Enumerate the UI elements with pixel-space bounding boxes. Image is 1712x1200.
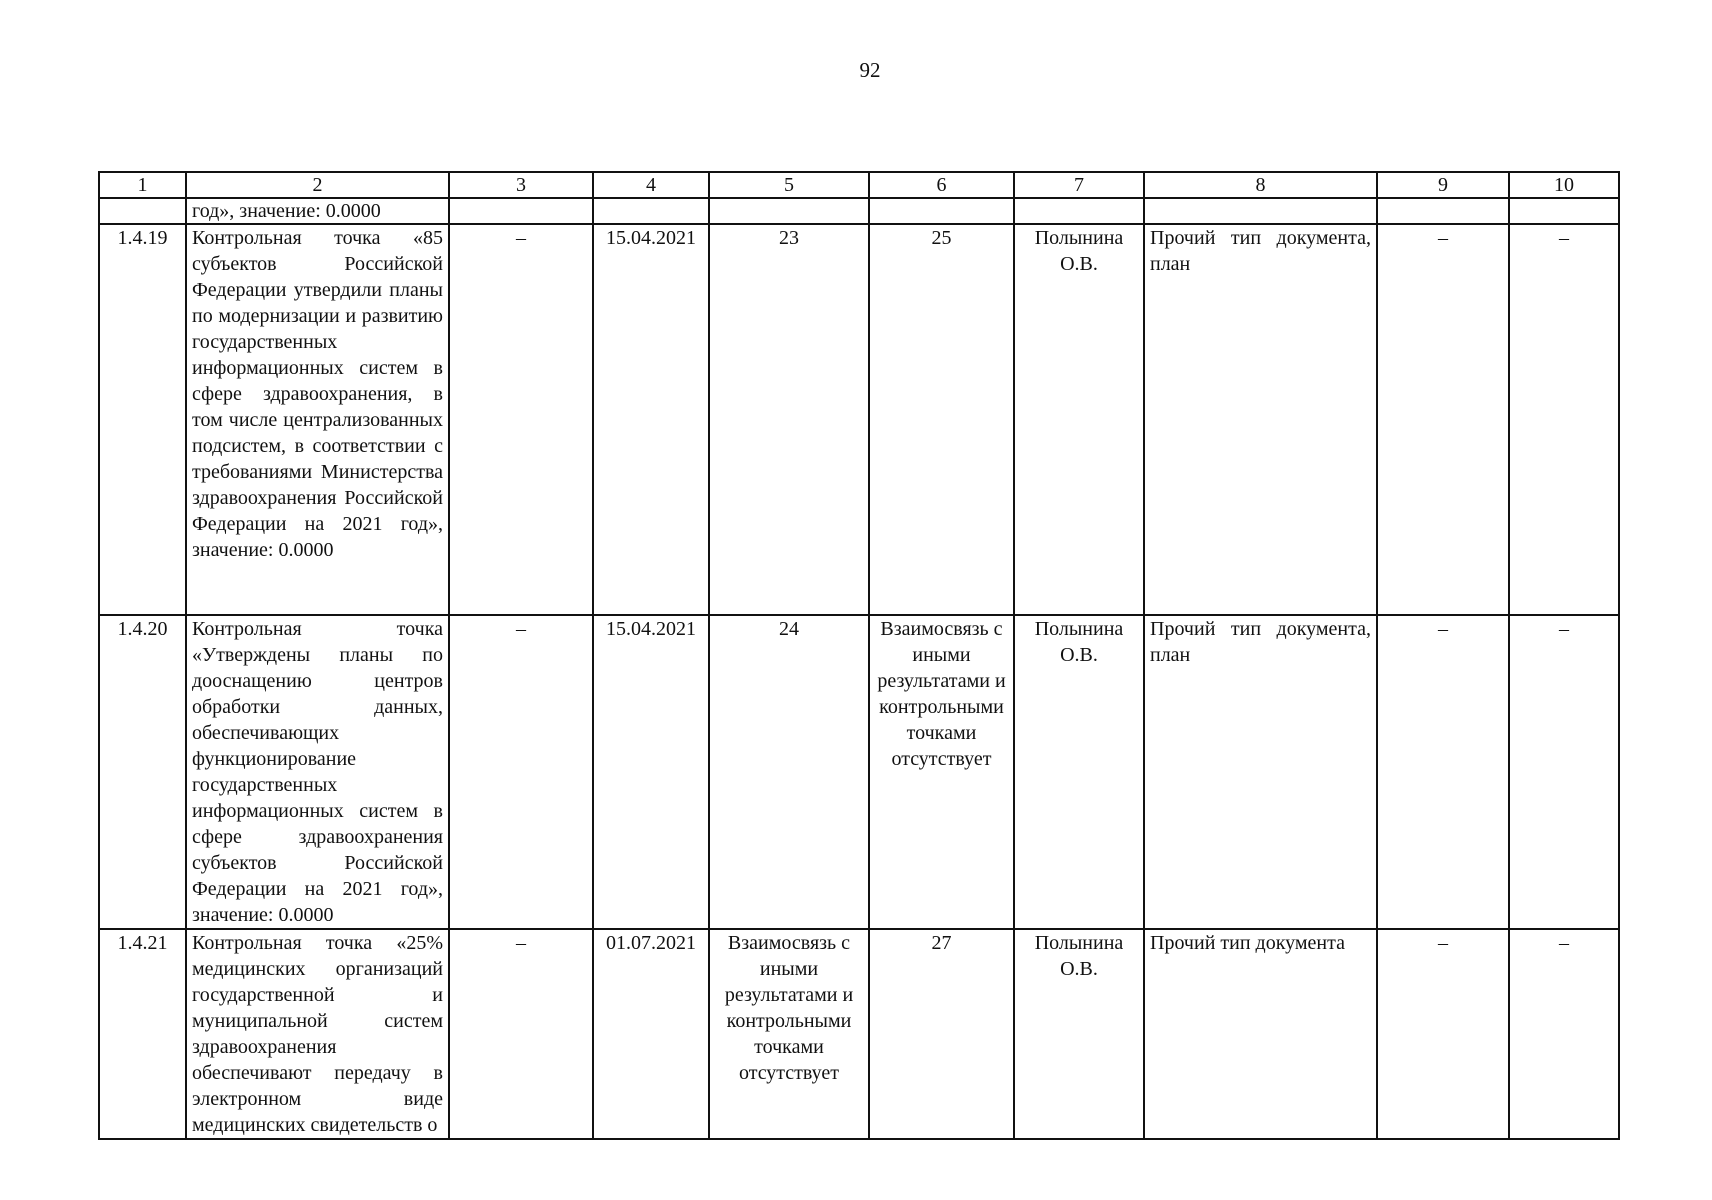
item-description: Контрольная точка «85 субъектов Российской Федерации утвердили планы по модернизации и развитию государственных информационных систем в сфере здравоохранения, в том числе централизованных подсистем, в соответствии с требованиями Министерства здравоохранения Российской Федерации на 2021 год», значение: 0.0000 <box>186 224 449 615</box>
item-col3: – <box>449 929 593 1139</box>
column-number-row <box>99 172 1619 198</box>
column-header: 6 <box>869 172 1014 198</box>
continuation-text: год», значение: 0.0000 <box>186 198 449 224</box>
page-number: 92 <box>859 58 881 82</box>
item-col9: – <box>1377 615 1509 929</box>
column-header: 4 <box>593 172 709 198</box>
item-responsible: Полынина О.В. <box>1014 224 1144 615</box>
item-col6: 25 <box>869 224 1014 615</box>
table-cell <box>99 198 186 224</box>
item-col5: 23 <box>709 224 869 615</box>
table-cell <box>1014 198 1144 224</box>
table-cell <box>1509 198 1619 224</box>
item-col9: – <box>1377 224 1509 615</box>
column-header: 7 <box>1014 172 1144 198</box>
table-cell <box>1144 198 1377 224</box>
item-col3: – <box>449 615 593 929</box>
item-col5: 24 <box>709 615 869 929</box>
item-col6: Взаимосвязь с иными результатами и контрольными точками отсутствует <box>869 615 1014 929</box>
item-doc-type: Прочий тип документа <box>1144 929 1377 1139</box>
item-date: 01.07.2021 <box>593 929 709 1139</box>
item-doc-type: Прочий тип документа, план <box>1144 615 1377 929</box>
item-responsible: Полынина О.В. <box>1014 929 1144 1139</box>
table-cell <box>709 198 869 224</box>
column-header: 3 <box>449 172 593 198</box>
item-responsible: Полынина О.В. <box>1014 615 1144 929</box>
document-table <box>98 171 1620 1140</box>
table-cell <box>593 198 709 224</box>
item-number: 1.4.19 <box>99 224 186 615</box>
item-col10: – <box>1509 224 1619 615</box>
continuation-row <box>99 198 1619 224</box>
table-row <box>99 929 1619 1139</box>
item-description: Контрольная точка «25% медицинских организаций государственной и муниципальной систем здравоохранения обеспечивают передачу в электронном виде медицинских свидетельств о <box>186 929 449 1139</box>
item-col6: 27 <box>869 929 1014 1139</box>
column-header: 5 <box>709 172 869 198</box>
column-header: 10 <box>1509 172 1619 198</box>
column-header: 1 <box>99 172 186 198</box>
table-cell <box>449 198 593 224</box>
table-row <box>99 224 1619 615</box>
table-row <box>99 615 1619 929</box>
column-header: 8 <box>1144 172 1377 198</box>
item-doc-type: Прочий тип документа, план <box>1144 224 1377 615</box>
item-col10: – <box>1509 929 1619 1139</box>
item-date: 15.04.2021 <box>593 224 709 615</box>
column-header: 9 <box>1377 172 1509 198</box>
column-header: 2 <box>186 172 449 198</box>
item-col9: – <box>1377 929 1509 1139</box>
item-description: Контрольная точка «Утверждены планы по дооснащению центров обработки данных, обеспечивающих функционирование государственных информационных систем в сфере здравоохранения субъектов Российской Федерации на 2021 год», значение: 0.0000 <box>186 615 449 929</box>
table-cell <box>869 198 1014 224</box>
item-number: 1.4.20 <box>99 615 186 929</box>
table-cell <box>1377 198 1509 224</box>
item-col5: Взаимосвязь с иными результатами и контрольными точками отсутствует <box>709 929 869 1139</box>
item-date: 15.04.2021 <box>593 615 709 929</box>
item-col3: – <box>449 224 593 615</box>
item-col10: – <box>1509 615 1619 929</box>
item-number: 1.4.21 <box>99 929 186 1139</box>
